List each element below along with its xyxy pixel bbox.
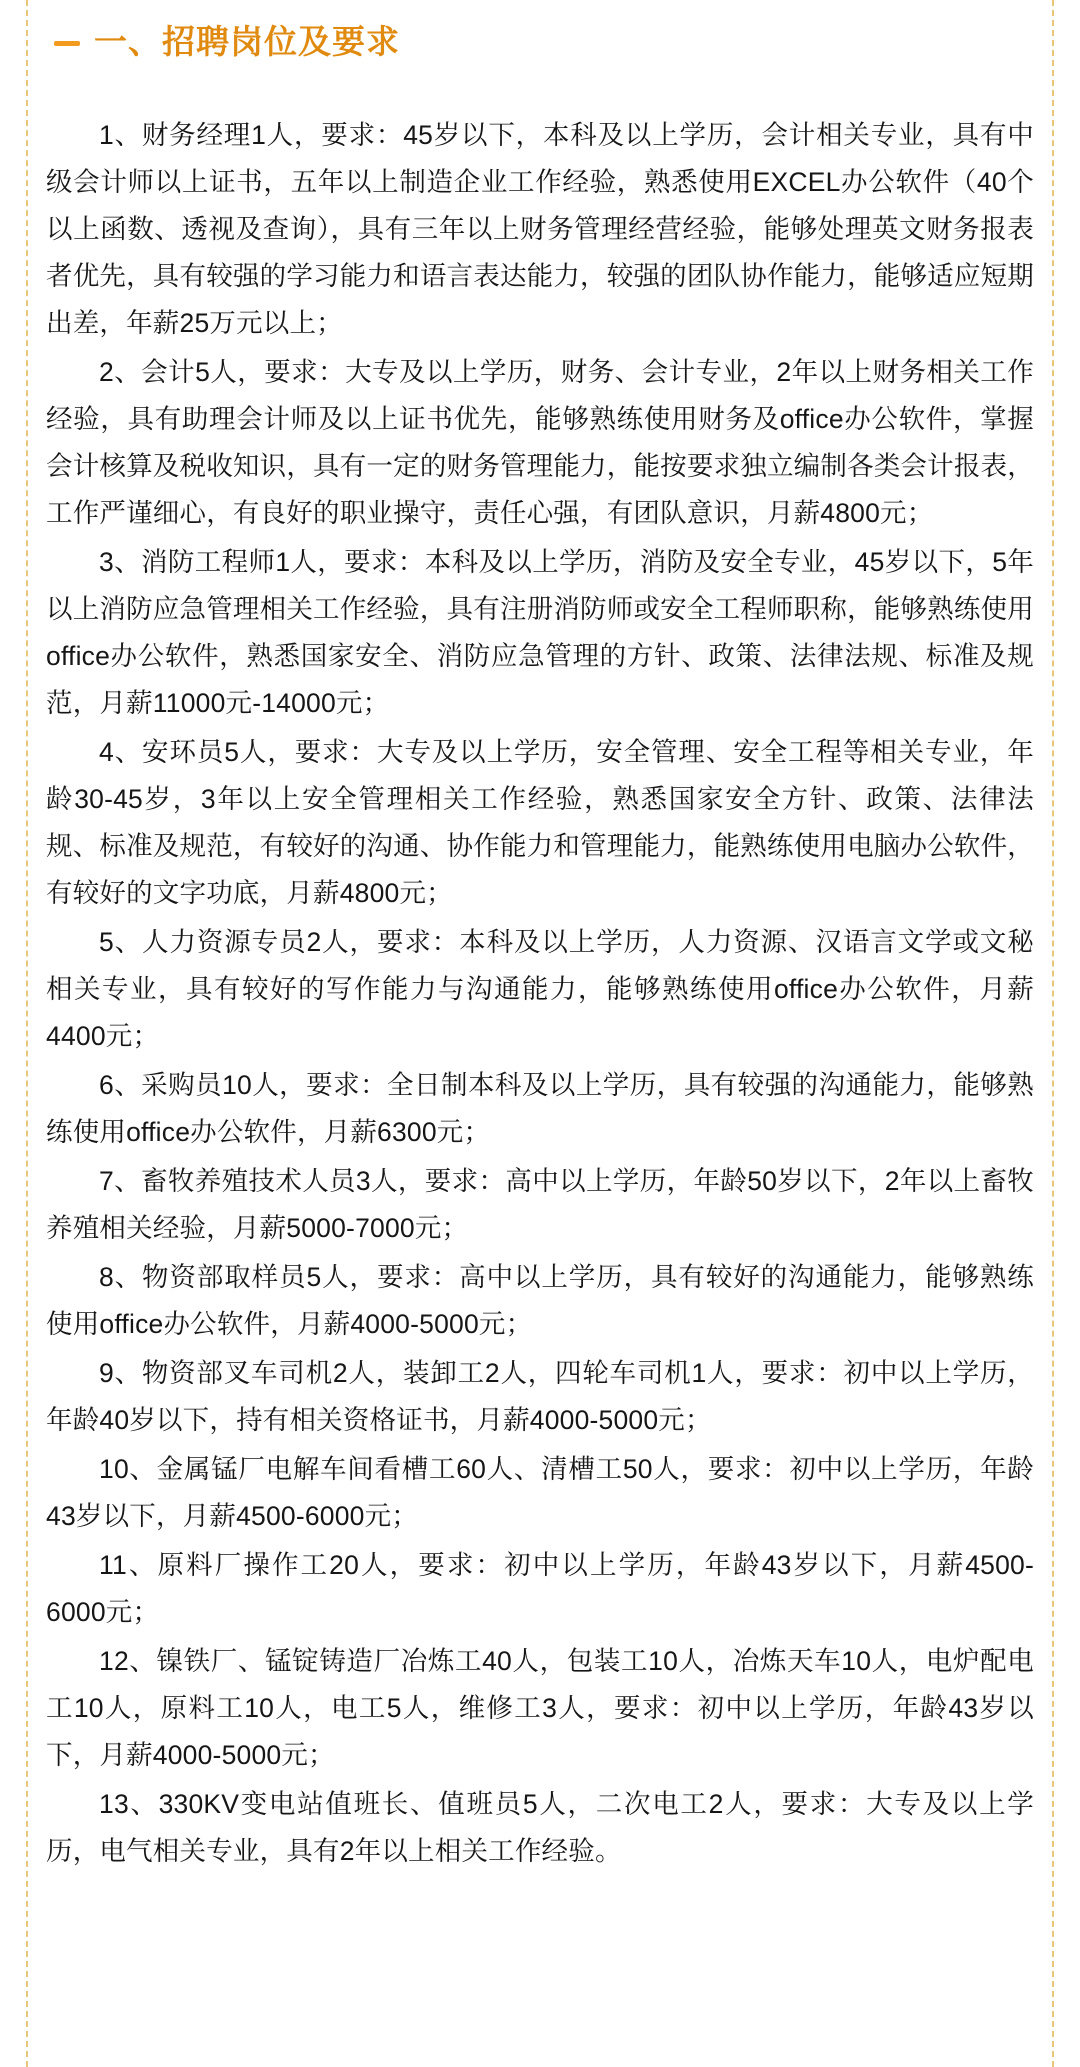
job-item-paragraph: 7、畜牧养殖技术人员3人，要求：高中以上学历，年龄50岁以下，2年以上畜牧养殖相关经验，月薪5000-7000元； (46, 1165, 1034, 1243)
job-item-paragraph: 3、消防工程师1人，要求：本科及以上学历，消防及安全专业，45岁以下，5年以上消防应急管理相关工作经验，具有注册消防师或安全工程师职称，能够熟练使用office办公软件，熟悉国家安全、消防应急管理的方针、政策、法律法规、标准及规范，月薪11000元-14000元； (46, 546, 1034, 718)
section-heading-text: 一、招聘岗位及要求 (94, 23, 400, 60)
job-item-paragraph: 11、原料厂操作工20人，要求：初中以上学历，年龄43岁以下，月薪4500-6000元； (46, 1549, 1034, 1627)
job-item-paragraph: 5、人力资源专员2人，要求：本科及以上学历，人力资源、汉语言文学或文秘相关专业，具有较好的写作能力与沟通能力，能够熟练使用office办公软件，月薪4400元； (46, 926, 1034, 1051)
job-item-paragraph: 1、财务经理1人，要求：45岁以下，本科及以上学历，会计相关专业，具有中级会计师以上证书，五年以上制造企业工作经验，熟悉使用EXCEL办公软件（40个以上函数、透视及查询），具有三年以上财务管理经营经验，能够处理英文财务报表者优先，具有较强的学习能力和语言表达能力，较强的团队协作能力，能够适应短期出差，年薪25万元以上； (46, 119, 1034, 338)
job-item-paragraph: 12、镍铁厂、锰锭铸造厂冶炼工40人，包装工10人，冶炼天车10人，电炉配电工10人，原料工10人，电工5人，维修工3人，要求：初中以上学历，年龄43岁以下，月薪4000-5000元； (46, 1645, 1034, 1770)
heading-accent-bar (54, 41, 80, 46)
job-item-paragraph: 13、330KV变电站值班长、值班员5人，二次电工2人，要求：大专及以上学历，电气相关专业，具有2年以上相关工作经验。 (46, 1788, 1034, 1866)
job-item-paragraph: 9、物资部叉车司机2人，装卸工2人，四轮车司机1人，要求：初中以上学历，年龄40岁以下，持有相关资格证书，月薪4000-5000元； (46, 1357, 1034, 1435)
job-item-paragraph: 8、物资部取样员5人，要求：高中以上学历，具有较好的沟通能力，能够熟练使用office办公软件，月薪4000-5000元； (46, 1261, 1034, 1339)
job-item-paragraph: 6、采购员10人，要求：全日制本科及以上学历，具有较强的沟通能力，能够熟练使用office办公软件，月薪6300元； (46, 1069, 1034, 1147)
job-item-paragraph: 4、安环员5人，要求：大专及以上学历，安全管理、安全工程等相关专业，年龄30-45岁，3年以上安全管理相关工作经验，熟悉国家安全方针、政策、法律法规、标准及规范，有较好的沟通、协作能力和管理能力，能熟练使用电脑办公软件，有较好的文字功底，月薪4800元； (46, 736, 1034, 908)
job-item-paragraph: 2、会计5人，要求：大专及以上学历，财务、会计专业，2年以上财务相关工作经验，具有助理会计师及以上证书优先，能够熟练使用财务及office办公软件，掌握会计核算及税收知识，具有一定的财务管理能力，能按要求独立编制各类会计报表，工作严谨细心，有良好的职业操守，责任心强，有团队意识，月薪4800元； (46, 356, 1034, 528)
section-heading (54, 22, 1034, 66)
job-listing-body (46, 112, 1034, 1875)
job-item-paragraph: 10、金属锰厂电解车间看槽工60人、清槽工50人，要求：初中以上学历，年龄43岁以下，月薪4500-6000元； (46, 1453, 1034, 1531)
